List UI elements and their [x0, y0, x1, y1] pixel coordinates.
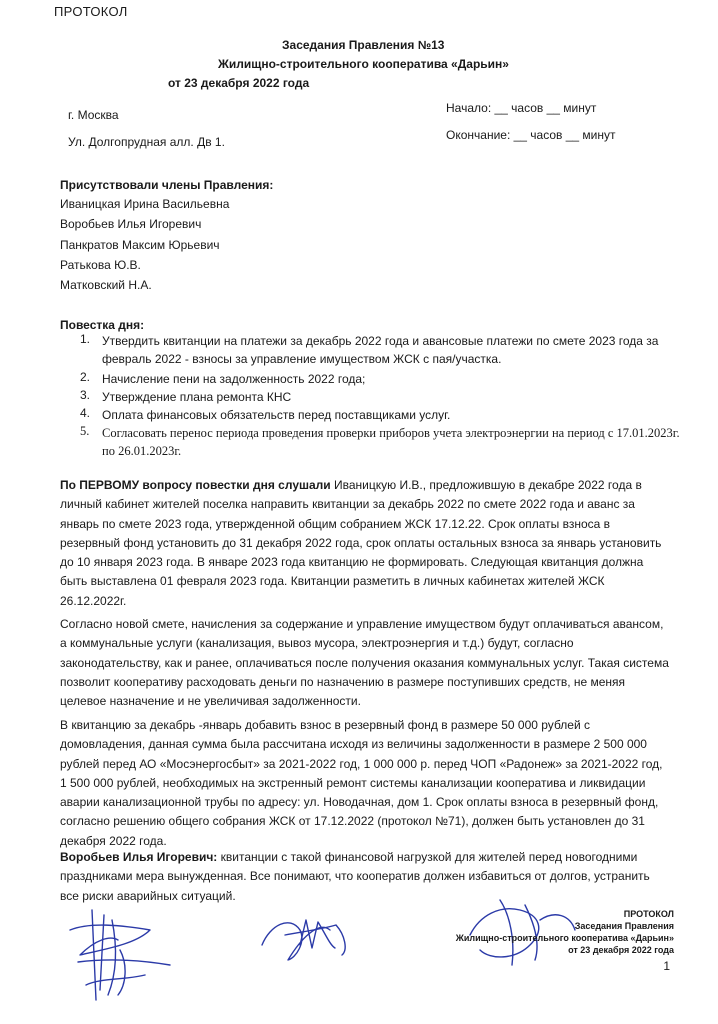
document-label: ПРОТОКОЛ: [54, 4, 128, 19]
page-number: 1: [663, 959, 670, 973]
attendees-heading: Присутствовали члены Правления:: [60, 178, 274, 192]
footer-line: Заседания Правления: [574, 921, 674, 931]
protocol-title: Заседания Правления №13: [282, 38, 445, 52]
agenda-text: Утверждение плана ремонта КНС: [102, 390, 292, 404]
signature-1: [70, 910, 170, 1000]
first-question-text: Иваницкую И.В., предложившую в декабре 2022 года в личный кабинет жителей поселка направить квитанции за декабрь 2022 по смете 2022 года и аванс за январь по смете 2023 года, утвержденной общим собранием ЖСК 17.12.22. Срок оплаты взноса в резервный фонд установить до 31 декабря 2022 года, срок оплаты остальных взноса за январь установить до 10 января 2023 года. В январе 2023 года квитанцию не формировать. Следующая квитанция должна быть выставлена 01 февраля 2023 года. Квитанции разметить в личных кабинетах жителей ЖСК 26.12.2022г.: [60, 478, 662, 608]
agenda-text-body: Утвердить квитанции на платежи за декабрь 2022 года и авансовые платежи по смете 2023 года за февраль 2022 - взносы за управление имуществом ЖСК с пая/участка.: [102, 334, 659, 366]
member-name: Матковский Н.А.: [60, 278, 152, 292]
first-question-lead: По ПЕРВОМУ вопросу повестки дня слушали: [60, 478, 331, 492]
paragraph-new-estimate: Согласно новой смете, начисления за содержание и управление имуществом будут оплачиваться авансом, а коммунальные услуги (канализация, вывоз мусора, электроэнергия и т.д.) будут, согласно законодательству, как и ранее, оплачиваться после получения оказания коммунальных услуг. Такая система позволит кооперативу расходовать деньги по назначению в размере поступивших средств, не меняя целевое назначение и не увеличивая задолженности.: [60, 617, 669, 709]
footer-line: Жилищно-строительного кооператива «Дарьин»: [455, 933, 674, 943]
signature-2: [262, 920, 345, 960]
member-name: Воробьев Илья Игоревич: [60, 217, 202, 231]
agenda-number: 3.: [80, 388, 91, 402]
speaker-statement: квитанции с такой финансовой нагрузкой для жителей перед новогодними праздниками мера вынужденная. Все понимают, что кооператив должен избавиться от долгов, устранить все риски аварийных ситуаций.: [60, 850, 650, 903]
member-name: Ратькова Ю.В.: [60, 258, 141, 272]
meeting-date: от 23 декабря 2022 года: [168, 76, 310, 90]
agenda-number: 5.: [80, 424, 90, 438]
address: Ул. Долгопрудная алл. Дв 1.: [68, 135, 225, 149]
cooperative-name: Жилищно-строительного кооператива «Дарьин»: [218, 57, 509, 71]
agenda-text: Оплата финансовых обязательств перед поставщиками услуг.: [102, 408, 451, 422]
start-time: Начало: __ часов __ минут: [446, 101, 597, 115]
agenda-text: Согласовать перенос периода проведения проверки приборов учета электроэнергии на период с 17.01.2023г. по 26.01.2023г.: [102, 426, 680, 458]
agenda-number: 4.: [80, 406, 91, 420]
city: г. Москва: [68, 108, 119, 122]
paragraph-reserve-fund: В квитанцию за декабрь -январь добавить взнос в резервный фонд в размере 50 000 рублей с домовладения, данная сумма была рассчитана исходя из величины задолженности в размере 2 500 000 рублей перед АО «Мосэнергосбыт» за 2021-2022 год, 1 000 000 р. перед ЧОП «Радонеж» за 2021-2022 год, 1 500 000 рублей, необходимых на экстренный ремонт системы канализации кооператива и ликвидации аварии канализационной трубы по адресу: ул. Новодачная, дом 1. Срок оплаты взноса в резервный фонд, согласно решению общего собрания ЖСК от 17.12.2022 (протокол №71), должен быть установлен до 31 декабря 2022 года.: [60, 718, 663, 848]
agenda-text: Начисление пени на задолженность 2022 года;: [102, 372, 366, 386]
agenda-heading: Повестка дня:: [60, 318, 145, 332]
agenda-number: 1.: [80, 332, 91, 346]
agenda-number: 2.: [80, 370, 91, 384]
speaker-name: Воробьев Илья Игоревич:: [60, 850, 218, 864]
footer-stamp: [456, 908, 674, 956]
end-time: Окончание: __ часов __ минут: [446, 128, 616, 142]
member-name: Иваницкая Ирина Васильевна: [60, 197, 230, 211]
footer-line: ПРОТОКОЛ: [623, 909, 674, 919]
member-name: Панкратов Максим Юрьевич: [60, 238, 220, 252]
footer-line: от 23 декабря 2022 года: [568, 945, 674, 955]
